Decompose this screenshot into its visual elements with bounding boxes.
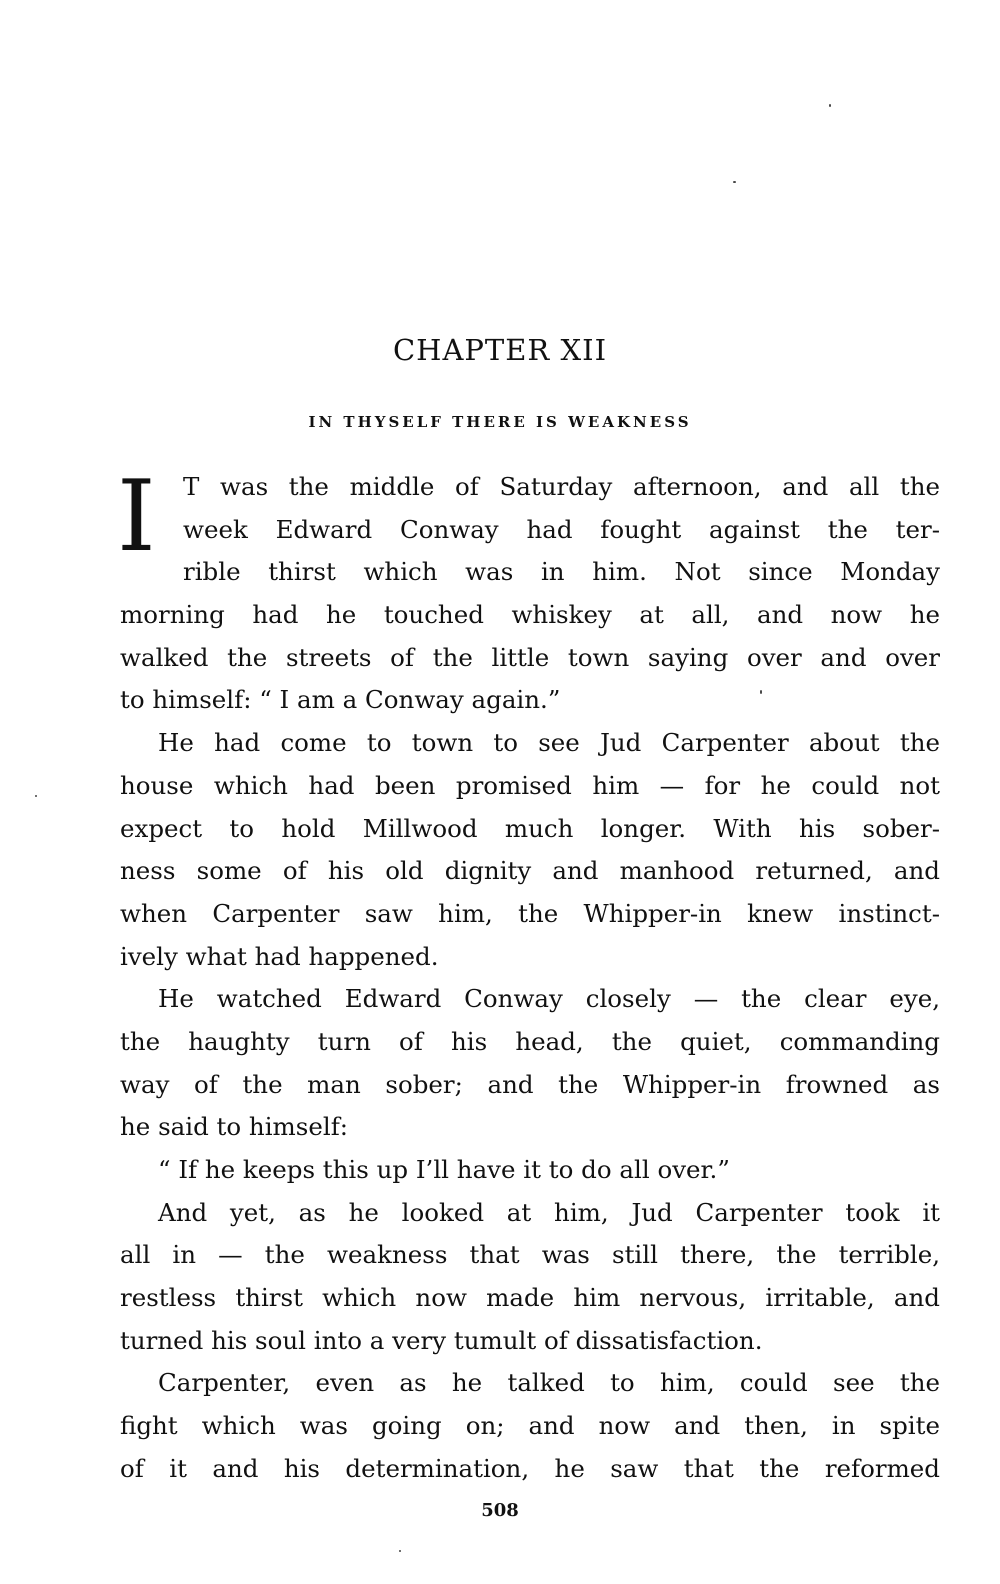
text-line: And yet, as he looked at him, Jud Carpenter took it bbox=[158, 1197, 940, 1227]
text-line: ively what had happened. bbox=[120, 941, 439, 971]
text-line: of it and his determination, he saw that the reformed bbox=[120, 1453, 940, 1483]
text-line: morning had he touched whiskey at all, and now he bbox=[120, 600, 940, 630]
text-line: when Carpenter saw him, the Whipper-in knew instinct- bbox=[120, 898, 940, 928]
text-line: rible thirst which was in him. Not since Monday bbox=[183, 557, 940, 587]
text-line: all in — the weakness that was still there, the terrible, bbox=[120, 1240, 940, 1270]
text-line: “ If he keeps this up I’ll have it to do all over.” bbox=[158, 1155, 730, 1184]
text-line: He had come to town to see Jud Carpenter about the bbox=[158, 728, 940, 758]
text-line: to himself: “ I am a Conway again.” bbox=[120, 685, 561, 715]
chapter-title: CHAPTER XII bbox=[392, 333, 608, 367]
page-number: 508 bbox=[481, 1500, 519, 1521]
scan-speck bbox=[399, 1550, 401, 1552]
text-line: way of the man sober; and the Whipper-in frowned as bbox=[120, 1069, 940, 1099]
text-line: he said to himself: bbox=[120, 1112, 349, 1142]
scan-speck bbox=[829, 104, 831, 107]
scan-speck bbox=[35, 795, 37, 797]
drop-cap: I bbox=[117, 460, 156, 574]
text-line: week Edward Conway had fought against the ter- bbox=[183, 514, 940, 544]
text-line: ness some of his old dignity and manhood returned, and bbox=[120, 856, 940, 886]
text-line: the haughty turn of his head, the quiet, commanding bbox=[120, 1026, 940, 1056]
chapter-subtitle: IN THYSELF THERE IS WEAKNESS bbox=[308, 413, 692, 431]
text-line: Carpenter, even as he talked to him, could see the bbox=[158, 1368, 940, 1398]
text-line: T was the middle of Saturday afternoon, and all the bbox=[183, 472, 940, 501]
chapter-body bbox=[117, 460, 940, 1491]
scan-speck bbox=[760, 690, 762, 694]
text-line: fight which was going on; and now and then, in spite bbox=[120, 1411, 940, 1441]
text-line: expect to hold Millwood much longer. With his sober- bbox=[120, 813, 940, 843]
text-line: restless thirst which now made him nervous, irritable, and bbox=[120, 1283, 940, 1313]
text-line: turned his soul into a very tumult of dissatisfaction. bbox=[120, 1325, 763, 1355]
text-line: He watched Edward Conway closely — the clear eye, bbox=[158, 984, 940, 1014]
scan-speck bbox=[733, 181, 736, 183]
text-line: house which had been promised him — for he could not bbox=[120, 770, 940, 800]
text-line: walked the streets of the little town saying over and over bbox=[120, 642, 940, 672]
